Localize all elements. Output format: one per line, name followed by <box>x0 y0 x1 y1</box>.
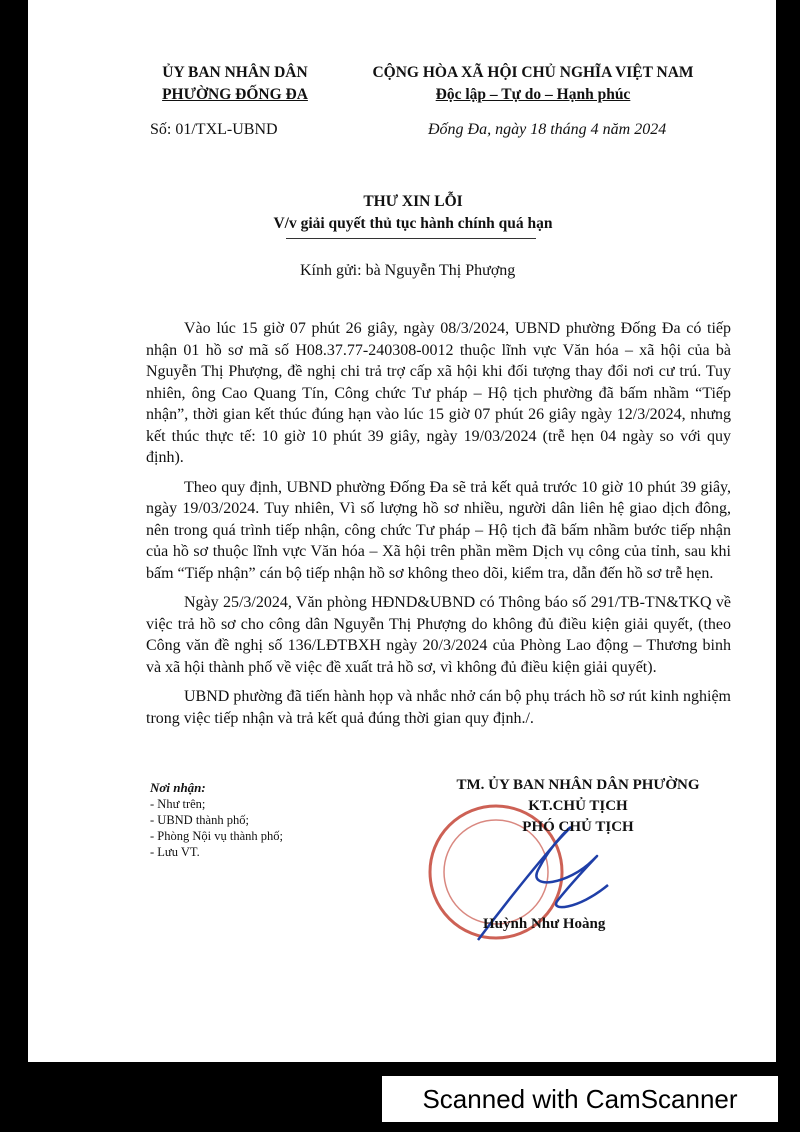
paragraph-1: Vào lúc 15 giờ 07 phút 26 giây, ngày 08/3/2024, UBND phường Đống Đa có tiếp nhận 01 hồ sơ mã số H08.37.77-240308-0012 thuộc lĩnh vực Văn hóa – xã hội của bà Nguyễn Thị Phượng, đề nghị chi trả trợ cấp xã hội khi đối tượng thay đổi nơi cư trú. Tuy nhiên, ông Cao Quang Tín, Công chức Tư pháp – Hộ tịch phường đã bấm nhầm “Tiếp nhận”, thời gian kết thúc đúng hạn vào lúc 15 giờ 07 phút 26 giây ngày 12/3/2024, nhưng kết thúc thực tế: 10 giờ 10 phút 39 giây, ngày 19/03/2024 (trễ hẹn 04 ngày so với quy định). <box>146 320 731 466</box>
letter-body <box>146 318 731 737</box>
paragraph-2: Theo quy định, UBND phường Đống Đa sẽ trả kết quả trước 10 giờ 10 phút 39 giây, ngày 19/03/2024. Tuy nhiên, Vì số lượng hồ sơ nhiều, người dân liên hệ giao dịch đông, nên trong quá trình tiếp nhận, công chức Tư pháp – Hộ tịch đã bấm nhầm bước tiếp nhận của hồ sơ thuộc lĩnh vực Văn hóa – Xã hội trên phần mềm Dịch vụ công của tỉnh, sau khi bấm “Tiếp nhận” cán bộ tiếp nhận hồ sơ không theo dõi, kiểm tra, dẫn đến hồ sơ trễ hẹn. <box>146 478 731 582</box>
document-page <box>28 0 776 1062</box>
org-line-2: PHƯỜNG ĐỐNG ĐA <box>162 86 308 103</box>
title-divider <box>286 238 536 239</box>
greeting: Kính gửi: bà Nguyễn Thị Phượng <box>300 262 516 279</box>
title-main: THƯ XIN LỖI <box>363 193 463 210</box>
recipient-item: - Phòng Nội vụ thành phố; <box>150 829 283 843</box>
signature-block <box>408 775 748 838</box>
signature-line-3: PHÓ CHỦ TỊCH <box>522 819 634 835</box>
nation-line-2: Độc lập – Tự do – Hạnh phúc <box>435 86 631 103</box>
signature-line-2: KT.CHỦ TỊCH <box>528 798 628 814</box>
org-line-1: ỦY BAN NHÂN DÂN <box>162 64 308 81</box>
recipient-item: - Như trên; <box>150 797 206 811</box>
signer-name: Huỳnh Như Hoàng <box>483 916 606 932</box>
recipients-block <box>150 780 283 860</box>
signature-line-1: TM. ỦY BAN NHÂN DÂN PHƯỜNG <box>456 777 700 793</box>
place-date: Đống Đa, ngày 18 tháng 4 năm 2024 <box>428 121 667 138</box>
title-subject: V/v giải quyết thủ tục hành chính quá hạn <box>273 215 553 232</box>
document-number: Số: 01/TXL-UBND <box>150 121 278 138</box>
paragraph-4: UBND phường đã tiến hành họp và nhắc nhở cán bộ phụ trách hồ sơ rút kinh nghiệm trong việc tiếp nhận và trả kết quả đúng thời gian quy định./. <box>146 688 731 727</box>
nation-line-1: CỘNG HÒA XÃ HỘI CHỦ NGHĨA VIỆT NAM <box>372 64 694 81</box>
issuing-organization <box>145 62 325 106</box>
camscanner-watermark: Scanned with CamScanner <box>382 1076 778 1122</box>
paragraph-3: Ngày 25/3/2024, Văn phòng HĐND&UBND có Thông báo số 291/TB-TN&TKQ về việc trả hồ sơ cho công dân Nguyễn Thị Phượng do không đủ điều kiện giải quyết, (theo Công văn đề nghị số 136/LĐTBXH ngày 20/3/2024 của Phòng Lao động – Thương binh và xã hội thành phố về việc đề xuất trả hồ sơ, vì không đủ điều kiện giải quyết). <box>146 594 731 676</box>
document-title <box>198 191 628 235</box>
recipient-item: - Lưu VT. <box>150 845 200 859</box>
national-motto <box>353 62 713 106</box>
recipient-item: - UBND thành phố; <box>150 813 249 827</box>
recipients-heading: Nơi nhận: <box>150 780 206 795</box>
